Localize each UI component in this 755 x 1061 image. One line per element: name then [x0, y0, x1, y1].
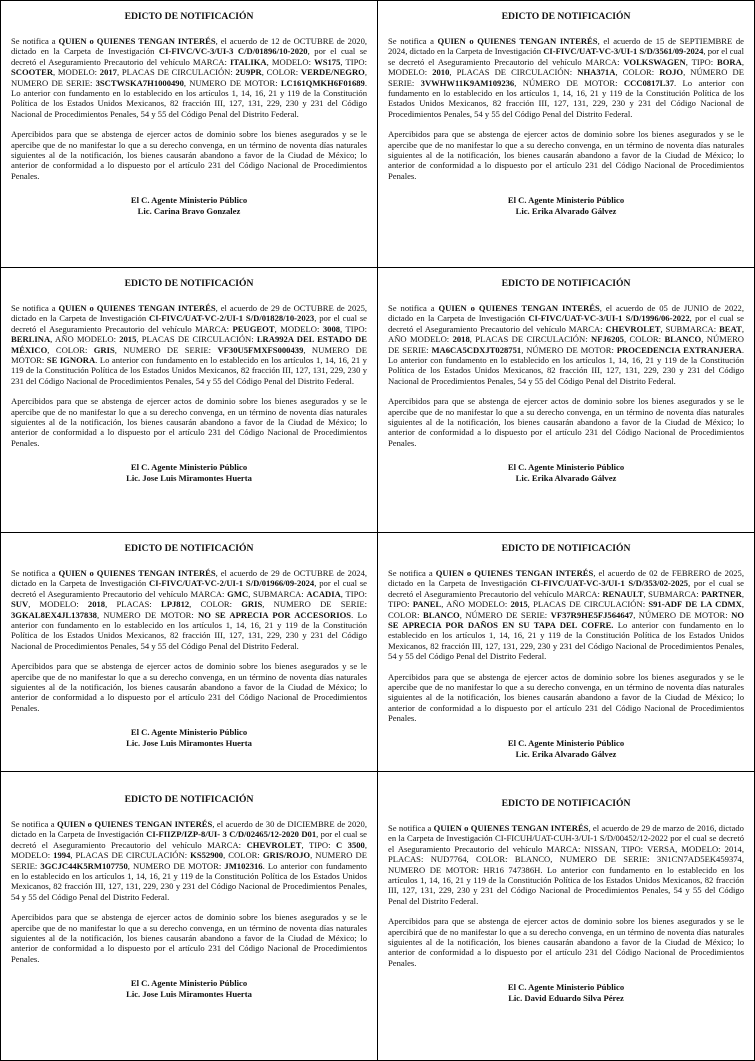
- notice-text: , NUMERO DE SERIE:: [11, 67, 368, 88]
- notice-text: , COLOR:: [261, 67, 301, 78]
- notice-text: , por el cual se decretó el Aseguramiento Precautorio del vehículo MARCA:: [388, 578, 744, 599]
- notice-text: , TIPO:: [340, 588, 367, 599]
- notice-text: , el acuerdo de 30 de DICIEMBRE de 2020, dictado en la Carpeta de Investigación: [11, 819, 368, 840]
- notice-text: . Lo anterior con fundamento en lo establecido en los artículos 1, 14, 16, 21 y 119 de la Constitución Política de los Estados Unidos Mexicanos, 82 fracción III, 127, 131, 229, 230 y 231 del Código Nacional de Procedimientos Penales, 54 y 55 del Código Penal del Distrito Federal.: [388, 344, 744, 386]
- notice-bold-text: GRIS: [93, 344, 115, 355]
- notice-bold-text: KS52900: [190, 850, 224, 861]
- notice-warning: Apercibidos para que se abstenga de ejercer actos de dominio sobre los bienes asegurados y se le apercibe que de no manifestar lo que a su derecho convenga, en un término de noventa días naturales siguientes al de la notificación, los bienes causarán abandono a favor de la Ciudad de México; lo anterior de conformidad a lo dispuesto por el artículo 231 del Código Nacional de Procedimientos Penales.: [11, 396, 367, 448]
- notice-text: Se notifica a: [11, 568, 59, 578]
- notice-body: [388, 568, 744, 662]
- notice-text: , el acuerdo de 29 de marzo de 2016, dictado en la Carpeta de Investigación CI-FICUH/UAT-CUH-3/UI-1 S/D/00452/12-2022 por el cual se decretó el Aseguramiento Precautorio del vehículo MARCA: NISSAN, TIPO: VERSA, MODELO: 2014, PLACAS: NUD7764, COLOR: BLANCO, NUMERO DE SERIE: 3N1CN7AD5EK459374, NUMERO DE MOTOR: HR16 747386H. Lo anterior con fundamento en lo establecido en los artículos 1, 14, 16, 21 y 119 de la Constitución Política de los Estados Unidos Mexicanos, 82 fracción III, 127, 131, 229, 230 y 231 del Código Nacional de Procedimientos Penales, 54 y 55 del Código Penal del Distrito Federal.: [388, 823, 744, 906]
- notice-bold-text: RENAULT: [602, 588, 644, 599]
- edict-notice: [0, 267, 378, 533]
- notice-bold-text: 2015: [119, 334, 137, 345]
- notice-bold-text: BLANCO: [422, 609, 460, 620]
- notice-bold-text: QUIEN o QUIENES TENGAN INTERÉS: [58, 303, 216, 313]
- notice-text: , TIPO:: [388, 588, 744, 610]
- notice-bold-text: CI-FIVC/UAT-VC-2/UI-1 S/D/01966/09-2024: [149, 578, 315, 589]
- signature-name: Lic. Jose Luis Miramontes Huerta: [126, 738, 252, 749]
- notice-text: , PLACAS DE CIRCULACIÓN:: [527, 599, 649, 610]
- notice-text: , TIPO:: [340, 56, 368, 67]
- signature-name: Lic. David Eduardo Silva Pérez: [508, 993, 624, 1004]
- notice-signature: [388, 738, 744, 760]
- notice-bold-text: 3008: [322, 323, 341, 334]
- notice-text: Se notifica a: [388, 568, 436, 578]
- notice-text: , NUMERO DE MOTOR:: [127, 860, 225, 871]
- notice-bold-text: SE IGNORA: [46, 355, 96, 366]
- notice-text: , COLOR:: [615, 67, 660, 78]
- notice-bold-text: PROCEDENCIA EXTRANJERA: [616, 344, 742, 355]
- notice-text: , COLOR:: [189, 599, 242, 610]
- notice-text: Se notifica a: [388, 303, 439, 313]
- notice-title: EDICTO DE NOTIFICACIÓN: [501, 278, 631, 289]
- notice-bold-text: CI-FIIZP/IZP-8/UI- 3 C/D/02465/12-2020 D01: [146, 829, 317, 840]
- notice-bold-text: CI-FIVC/UAT-VC-3/UI-1 S/D/3561/09-2024: [543, 46, 704, 57]
- notice-bold-text: 2018: [452, 334, 470, 345]
- notice-text: , NUMERO DE SERIE:: [114, 344, 218, 355]
- notice-bold-text: NHA371A: [577, 67, 616, 78]
- edict-notice: [0, 0, 378, 268]
- notice-text: , por el cual se decretó el Aseguramiento Precautorio del vehículo MARCA:: [11, 46, 367, 67]
- notice-text: , SUBMARCA:: [660, 323, 720, 334]
- notice-bold-text: JM102316: [224, 860, 263, 871]
- notice-bold-text: MA6CA5CDXJT028751: [431, 344, 522, 355]
- notice-body: [388, 303, 744, 386]
- notice-bold-text: QUIEN o QUIENES TENGAN INTERÉS: [433, 823, 589, 833]
- notice-text: , MODELO:: [11, 839, 367, 861]
- notice-bold-text: SUV: [11, 599, 29, 610]
- notice-text: , AÑO MODELO:: [388, 323, 744, 345]
- edict-notice: [377, 771, 755, 1061]
- notice-text: , por el cual se decretó el Aseguramiento Precautorio del vehículo MARCA:: [11, 313, 367, 334]
- notice-bold-text: 2010: [432, 67, 450, 78]
- notice-body: [11, 819, 367, 902]
- signature-name: Lic. Jose Luis Miramontes Huerta: [126, 473, 252, 484]
- notice-text: , AÑO MODELO:: [50, 334, 120, 345]
- notice-text: , NÚMERO DE MOTOR:: [514, 77, 624, 88]
- notice-text: , MODELO:: [266, 56, 315, 67]
- notice-bold-text: ITALIKA: [229, 56, 267, 67]
- notice-bold-text: VERDE/NEGRO: [300, 67, 365, 78]
- notice-title: EDICTO DE NOTIFICACIÓN: [124, 278, 254, 289]
- notice-bold-text: VOLKSWAGEN: [623, 56, 686, 67]
- notice-bold-text: VF30U5FMXFS000439: [217, 344, 304, 355]
- notice-bold-text: QUIEN o QUIENES TENGAN INTERÉS: [58, 36, 216, 46]
- notice-text: , SUBMARCA:: [643, 588, 702, 599]
- notice-text: . Lo anterior con fundamento en lo establecido en los artículos 1, 14, 16, 21 y 119 de la Constitución Política de los Estados Unidos Mexicanos, 82 fracción III, 127, 131, 229, 230 y 231 del Código Nacional de Procedimientos Penales, 54 y 55 del Código Penal del Distrito Federal.: [388, 77, 744, 119]
- notice-bold-text: QUIEN o QUIENES TENGAN INTERÉS: [58, 568, 216, 578]
- notice-text: Se notifica a: [11, 36, 59, 46]
- notice-text: , NUMERO DE SERIE:: [11, 850, 367, 871]
- notice-text: Se notifica a: [11, 303, 59, 313]
- notice-text: , NÚMERO DE SERIE:: [388, 334, 745, 355]
- signature-name: Lic. Erika Alvarado Gálvez: [515, 473, 617, 484]
- notice-text: , COLOR:: [47, 344, 94, 355]
- edict-notice: [0, 532, 378, 772]
- notice-text: , SUBMARCA:: [248, 588, 307, 599]
- notice-text: Se notifica a: [11, 819, 58, 829]
- notice-title: EDICTO DE NOTIFICACIÓN: [124, 794, 254, 805]
- notice-text: , MODELO:: [28, 599, 88, 610]
- notice-text: Lo anterior con fundamento en lo establecido en los artículos 1, 14, 16, 21 y 119 de la Constitución Política de los Estados Unidos Mexicanos, 82 fracción III, 127, 131, 229, 230 y 231 del Código Nacional de Procedimientos Penales, 54 y 55 del Código Penal del Distrito Federal.: [388, 620, 744, 662]
- notice-bold-text: LPJ812: [161, 599, 190, 610]
- notice-text: , TIPO:: [685, 56, 717, 67]
- notice-signature: [11, 462, 367, 484]
- notice-text: , MODELO:: [53, 67, 100, 78]
- notice-bold-text: QUIEN o QUIENES TENGAN INTERÉS: [435, 568, 594, 578]
- notice-bold-text: 2015: [510, 599, 528, 610]
- notice-warning: Apercibidos para que se abstenga de ejercer actos de dominio sobre los bienes asegurados y se le apercibirá que de no manifestar lo que a su derecho convenga, en un término de noventa días naturales siguientes al de la notificación, los bienes causarán abandono a favor de la Ciudad de México; lo anterior de conformidad a lo dispuesto por el artículo 231 del Código Nacional de Procedimientos Penales.: [388, 916, 744, 968]
- notice-text: , COLOR:: [223, 850, 263, 861]
- notice-bold-text: BORA: [717, 56, 742, 67]
- notice-text: , NUMERO DE MOTOR:: [183, 77, 281, 88]
- notice-text: , COLOR:: [388, 599, 744, 620]
- notice-body: [388, 823, 744, 906]
- notice-text: , el acuerdo de 02 de FEBRERO de 2025, dictado en la Carpeta de Investigación: [388, 568, 744, 589]
- signature-role: El C. Agente Ministerio Público: [507, 982, 625, 993]
- notice-body: [11, 303, 367, 386]
- notice-text: . Lo anterior con fundamento en lo establecido en los artículos 1, 14, 16, 21 y 119 de la Constitución Política de los Estados Unidos Mexicanos, 82 fracción III, 127, 131, 229, 230 y 231 del Código Nacional de Procedimientos Penales, 54 y 55 del Código Penal del Distrito Federal.: [11, 355, 367, 386]
- notice-signature: [11, 727, 367, 749]
- notice-bold-text: QUIEN o QUIENES TENGAN INTERÉS: [438, 303, 600, 313]
- notice-text: , NUMERO DE MOTOR:: [96, 609, 199, 620]
- signature-role: El C. Agente Ministerio Público: [130, 978, 248, 989]
- notice-bold-text: SCOOTER: [11, 67, 54, 78]
- signature-role: El C. Agente Ministerio Público: [507, 195, 625, 206]
- notice-bold-text: 3SCTWSKA7H1000490: [95, 77, 184, 88]
- notice-text: , MODELO:: [388, 56, 744, 78]
- notice-text: , PLACAS DE CIRCULACIÓN:: [449, 67, 578, 78]
- notice-warning: Apercibidos para que se abstenga de ejercer actos de dominio sobre los bienes asegurados y se le apercibe que de no manifestar lo que a su derecho convenga, en un término de noventa días naturales siguientes al de la notificación, los bienes causarán abandono a favor de la Ciudad de México; lo anterior de conformidad a lo dispuesto por el artículo 231 del Código Nacional de Procedimientos Penales.: [388, 396, 744, 448]
- notice-bold-text: CI-FIVC/UAT-VC-3/UI-1 S/D/353/02-2025: [530, 578, 689, 589]
- notice-bold-text: CCC0817L37: [623, 77, 674, 88]
- notice-bold-text: 2018: [87, 599, 106, 610]
- notice-text: , TIPO:: [301, 839, 336, 850]
- notice-bold-text: CHEVROLET: [605, 323, 661, 334]
- notice-bold-text: CHEVROLET: [246, 839, 302, 850]
- edict-notice: [0, 771, 378, 1061]
- notice-text: , NÚMERO DE MOTOR:: [633, 609, 732, 620]
- signature-role: El C. Agente Ministerio Público: [507, 737, 625, 748]
- notice-text: , el acuerdo de 12 de OCTUBRE de 2020, dictado en la Carpeta de Investigación: [11, 36, 368, 57]
- notice-text: , NÚMERO DE SERIE:: [388, 67, 744, 88]
- notice-warning: Apercibidos para que se abstenga de ejercer actos de dominio sobre los bienes asegurados y se le apercibe que de no manifestar lo que a su derecho convenga, en un término de noventa días naturales siguientes al de la notificación, los bienes causarán abandono a favor de la Ciudad de México; lo anterior de conformidad a lo dispuesto por el artículo 231 del Código Nacional de Procedimientos Penales.: [388, 671, 744, 724]
- notice-bold-text: QUIEN o QUIENES TENGAN INTERÉS: [437, 36, 598, 46]
- notice-signature: [11, 195, 367, 217]
- notice-warning: Apercibidos para que se abstenga de ejercer actos de dominio sobre los bienes asegurados y se le apercibe que de no manifestar lo que a su derecho convenga, en un término de noventa días naturales siguientes al de la notificación, los bienes causarán abandono a favor de la Ciudad de México; lo anterior de conformidad a lo dispuesto por el artículo 231 del Código Nacional de Procedimientos Penales.: [11, 661, 367, 713]
- notice-text: , TIPO:: [340, 323, 367, 334]
- edict-notice: [377, 0, 755, 268]
- notice-text: , PLACAS DE CIRCULACIÓN:: [469, 334, 592, 345]
- notice-text: , por el cual se decretó el Aseguramiento Precautorio del vehículo MARCA:: [388, 313, 744, 334]
- notice-text: , NÚMERO DE MOTOR:: [521, 344, 617, 355]
- notice-bold-text: 3VWHW11K9AM109236: [420, 77, 515, 88]
- signature-role: El C. Agente Ministerio Público: [130, 462, 248, 473]
- notice-body: [11, 568, 367, 651]
- notice-text: , PLACAS DE CIRCULACIÓN:: [116, 67, 236, 78]
- notice-text: , PLACAS:: [105, 599, 161, 610]
- notice-bold-text: VF37R9HE5FJ564647: [550, 609, 634, 620]
- notice-bold-text: GMC: [227, 588, 249, 599]
- notice-signature: [388, 195, 744, 217]
- notice-bold-text: ROJO: [659, 67, 684, 78]
- notice-bold-text: BERLINA: [11, 334, 51, 345]
- notice-text: . Lo anterior con fundamento en lo establecido en los artículos 1, 14, 16, 21 y 119 de la Constitución Política de los Estados Unidos Mexicanos, 82 fracción III, 127, 131, 229, 230 y 231 del Código Nacional de Procedimientos Penales, 54 y 55 del Código Penal del Distrito Federal.: [11, 77, 367, 119]
- notice-text: , por el cual se decretó el Aseguramiento Precautorio del vehículo MARCA:: [388, 46, 744, 67]
- notice-text: Se notifica a: [388, 36, 438, 46]
- notice-text: , el acuerdo de 29 de OCTUBRE de 2025, dictado en la Carpeta de Investigación: [11, 303, 368, 324]
- notice-bold-text: LRA992A DEL ESTADO DE MÉXICO: [11, 334, 367, 355]
- notice-bold-text: NO SE APRECIA POR ACCESORIOS: [198, 609, 352, 620]
- notice-body: [11, 36, 367, 119]
- notice-text: , por el cual se decretó el Aseguramiento Precautorio del vehículo MARCA:: [11, 829, 367, 850]
- notice-bold-text: C 3500: [335, 839, 365, 850]
- notice-warning: Apercibidos para que se abstenga de ejercer actos de dominio sobre los bienes asegurados y se le apercibe que de no manifestar lo que a su derecho convenga, en un término de noventa días naturales siguientes al de la notificación, los bienes causarán abandono a favor de la Ciudad de México; lo anterior de conformidad a lo dispuesto por el artículo 231 del Código Nacional de Procedimientos Penales.: [11, 129, 367, 181]
- signature-role: El C. Agente Ministerio Público: [130, 195, 248, 206]
- notice-text: , por el cual se decretó el Aseguramiento Precautorio del vehículo MARCA:: [11, 578, 367, 599]
- notice-bold-text: ACADIA: [306, 588, 341, 599]
- notice-bold-text: 3GKAL8EX4JL137838: [11, 609, 97, 620]
- notice-signature: [388, 982, 744, 1004]
- notice-bold-text: CI-FIVC/VC-3/UI-3 C/D/01896/10-2020: [158, 46, 308, 57]
- notice-title: EDICTO DE NOTIFICACIÓN: [501, 11, 631, 22]
- notice-bold-text: 1994: [53, 850, 71, 861]
- notice-title: EDICTO DE NOTIFICACIÓN: [501, 798, 631, 809]
- notice-text: , NUMERO DE SERIE:: [262, 599, 367, 610]
- notice-text: , PLACAS DE CIRCULACIÓN:: [70, 850, 191, 861]
- notice-bold-text: PANEL: [412, 599, 442, 610]
- notice-text: , MODELO:: [274, 323, 323, 334]
- notice-bold-text: BLANCO: [664, 334, 702, 345]
- notice-bold-text: WS175: [314, 56, 341, 67]
- signature-name: Lic. Carina Bravo Gonzalez: [137, 206, 241, 217]
- notice-text: , COLOR:: [623, 334, 665, 345]
- notice-bold-text: GRIS/ROJO: [262, 850, 311, 861]
- notice-text: , NÚMERO DE SERIE:: [459, 609, 551, 620]
- notice-bold-text: NFJ6205: [591, 334, 624, 345]
- notice-bold-text: 3GCJC44K5RM107750: [40, 860, 128, 871]
- notice-text: , el acuerdo de 29 de OCTUBRE de 2024, dictado en la Carpeta de Investigación: [11, 568, 368, 589]
- notice-bold-text: BEAT: [719, 323, 742, 334]
- notice-bold-text: PEUGEOT: [232, 323, 275, 334]
- notice-warning: Apercibidos para que se abstenga de ejercer actos de dominio sobre los bienes asegurados y se le apercibe que de no manifestar lo que a su derecho convenga, en un término de noventa días naturales siguientes al de la notificación, los bienes causarán abandono a favor de la Ciudad de México; lo anterior de conformidad a lo dispuesto por el artículo 231 del Código Nacional de Procedimientos Penales.: [11, 912, 367, 964]
- notice-bold-text: GRIS: [241, 599, 263, 610]
- notice-body: [388, 36, 744, 119]
- edict-notice: [377, 532, 755, 772]
- notice-bold-text: 2U9PR: [235, 67, 262, 78]
- notice-text: . Lo anterior con fundamento en lo establecido en los artículos 1, 14, 16, 21 y 119 de la Constitución Política de los Estados Unidos Mexicanos, 82 fracción III, 127, 131, 229, 230 y 231 del Código Nacional de Procedimientos Penales, 54 y 55 del Código Penal del Distrito Federal.: [11, 609, 367, 651]
- notice-bold-text: S91-ADF DE LA CDMX: [648, 599, 742, 610]
- notice-text: , el acuerdo de 15 de SEPTIEMBRE de 2024, dictado en la Carpeta de Investigación: [388, 36, 744, 57]
- notice-title: EDICTO DE NOTIFICACIÓN: [124, 543, 254, 554]
- notice-warning: Apercibidos para que se abstenga de ejercer actos de dominio sobre los bienes asegurados y se le apercibe que de no manifestar lo que a su derecho convenga, en un término de noventa días naturales siguientes al de la notificación, los bienes causarán abandono a favor de la Ciudad de México; lo anterior de conformidad a lo dispuesto por el artículo 231 del Código Nacional de Procedimientos Penales.: [388, 129, 744, 181]
- notice-title: EDICTO DE NOTIFICACIÓN: [124, 11, 254, 22]
- notice-text: , el acuerdo de 05 de JUNIO de 2022, dictado en la Carpeta de Investigación: [388, 303, 745, 324]
- notice-bold-text: CI-FIVC/UAT-VC-2/UI-1 S/D/01828/10-2023: [149, 313, 315, 324]
- notice-text: . Lo anterior con fundamento en lo establecido en los artículos 1, 14, 16, 21 y 119 de la Constitución Política de los Estados Unidos Mexicanos, 82 fracción III, 127, 131, 229, 230 y 231 del Código Nacional de Procedimientos Penales, 54 y 55 del Código Penal del Distrito Federal.: [11, 860, 367, 902]
- signature-name: Lic. Erika Alvarado Gálvez: [515, 748, 617, 759]
- notice-text: , NUMERO DE MOTOR:: [11, 344, 367, 366]
- notice-text: Se notifica a: [388, 823, 434, 833]
- notice-title: EDICTO DE NOTIFICACIÓN: [501, 543, 631, 554]
- notice-signature: [388, 462, 744, 484]
- notice-signature: [11, 978, 367, 1000]
- notice-bold-text: LC161QMKH6F01689: [280, 77, 365, 88]
- edict-notice: [377, 267, 755, 533]
- notice-bold-text: NO SE APRECIA POR DAÑOS EN SU TAPA DEL COFRE.: [388, 609, 744, 631]
- notice-bold-text: 2017: [99, 67, 117, 78]
- signature-name: Lic. Jose Luis Miramontes Huerta: [126, 989, 252, 1000]
- notice-text: , AÑO MODELO:: [441, 599, 511, 610]
- signature-role: El C. Agente Ministerio Público: [130, 727, 248, 738]
- signature-role: El C. Agente Ministerio Público: [507, 462, 625, 473]
- notice-text: , PLACAS DE CIRCULACIÓN:: [136, 334, 257, 345]
- signature-name: Lic. Erika Alvarado Gálvez: [515, 206, 617, 217]
- notice-bold-text: CI-FIVC/UAT-VC-3/UI-1 S/D/1996/06-2022: [528, 313, 690, 324]
- notice-bold-text: QUIEN o QUIENES TENGAN INTERÉS: [57, 819, 213, 829]
- notice-bold-text: PARTNER: [701, 588, 742, 599]
